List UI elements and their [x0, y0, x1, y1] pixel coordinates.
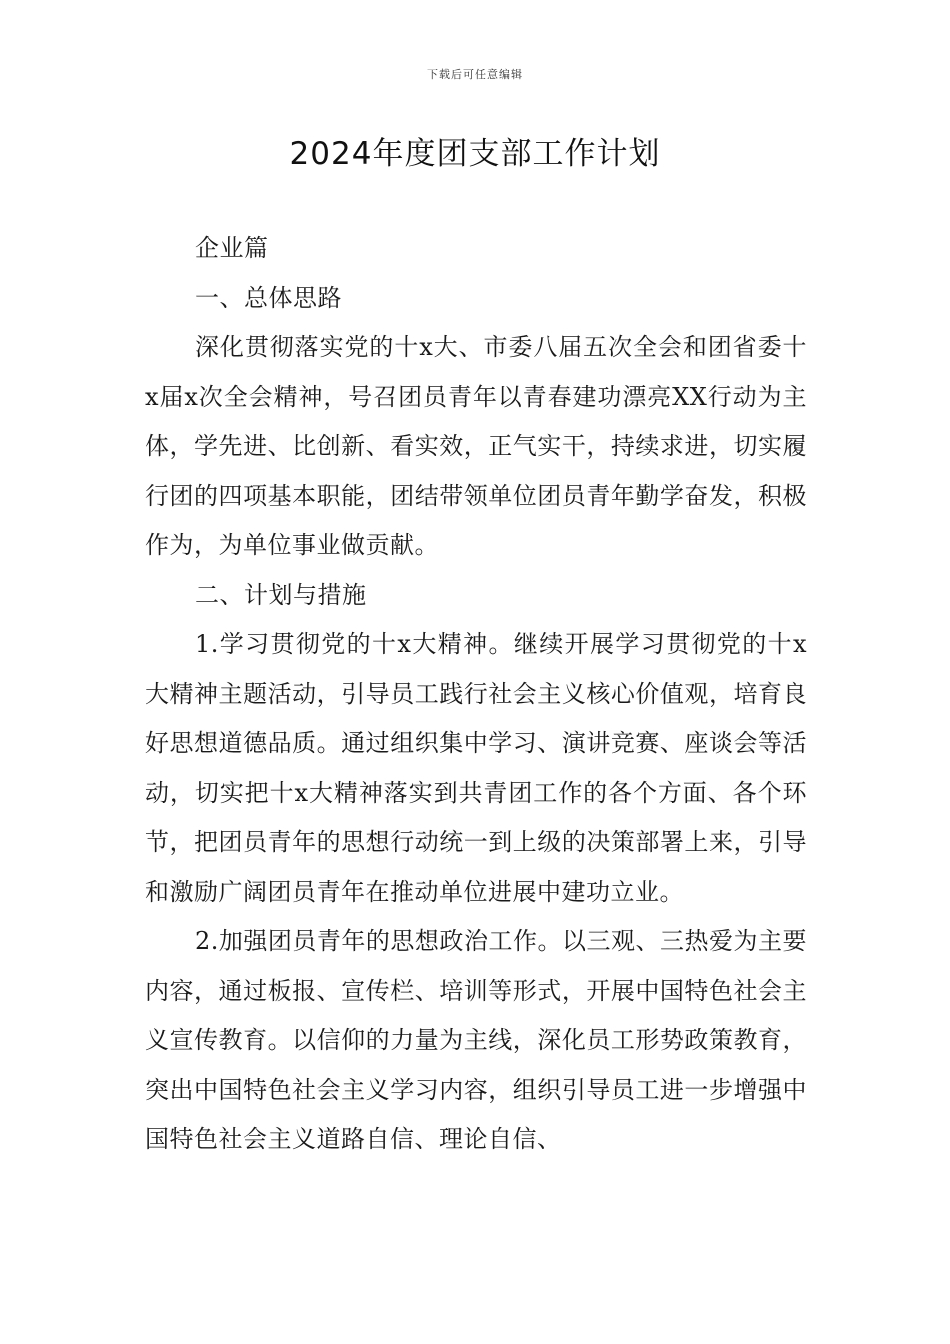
header-note: 下载后可任意编辑 [427, 68, 523, 81]
paragraph-measure-1: 1.学习贯彻党的十x大精神。继续开展学习贯彻党的十x大精神主题活动，引导员工践行社会主义核心价值观，培育良好思想道德品质。通过组织集中学习、演讲竞赛、座谈会等活动，切实把十x大精神落实到共青团工作的各个方面、各个环节，把团员青年的思想行动统一到上级的决策部署上来，引导和激励广阔团员青年在推动单位进展中建功立业。 [145, 630, 807, 906]
section-label-enterprise: 企业篇 [195, 234, 269, 262]
heading-plans-measures: 二、计划与措施 [195, 580, 367, 609]
paragraph-overall-approach: 深化贯彻落实党的十x大、市委八届五次全会和团省委十x届x次全会精神，号召团员青年以青春建功漂亮XX行动为主体，学先进、比创新、看实效，正气实干，持续求进，切实履行团的四项基本职能，团结带领单位团员青年勤学奋发，积极作为，为单位事业做贡献。 [145, 333, 807, 559]
heading-overall-approach: 一、总体思路 [195, 283, 342, 312]
document-body [145, 224, 807, 1165]
document-title: 2024年度团支部工作计划 [289, 136, 661, 172]
paragraph-measure-2: 2.加强团员青年的思想政治工作。以三观、三热爱为主要内容，通过板报、宣传栏、培训等形式，开展中国特色社会主义宣传教育。以信仰的力量为主线，深化员工形势政策教育，突出中国特色社会主义学习内容，组织引导员工进一步增强中国特色社会主义道路自信、理论自信、 [145, 927, 807, 1153]
